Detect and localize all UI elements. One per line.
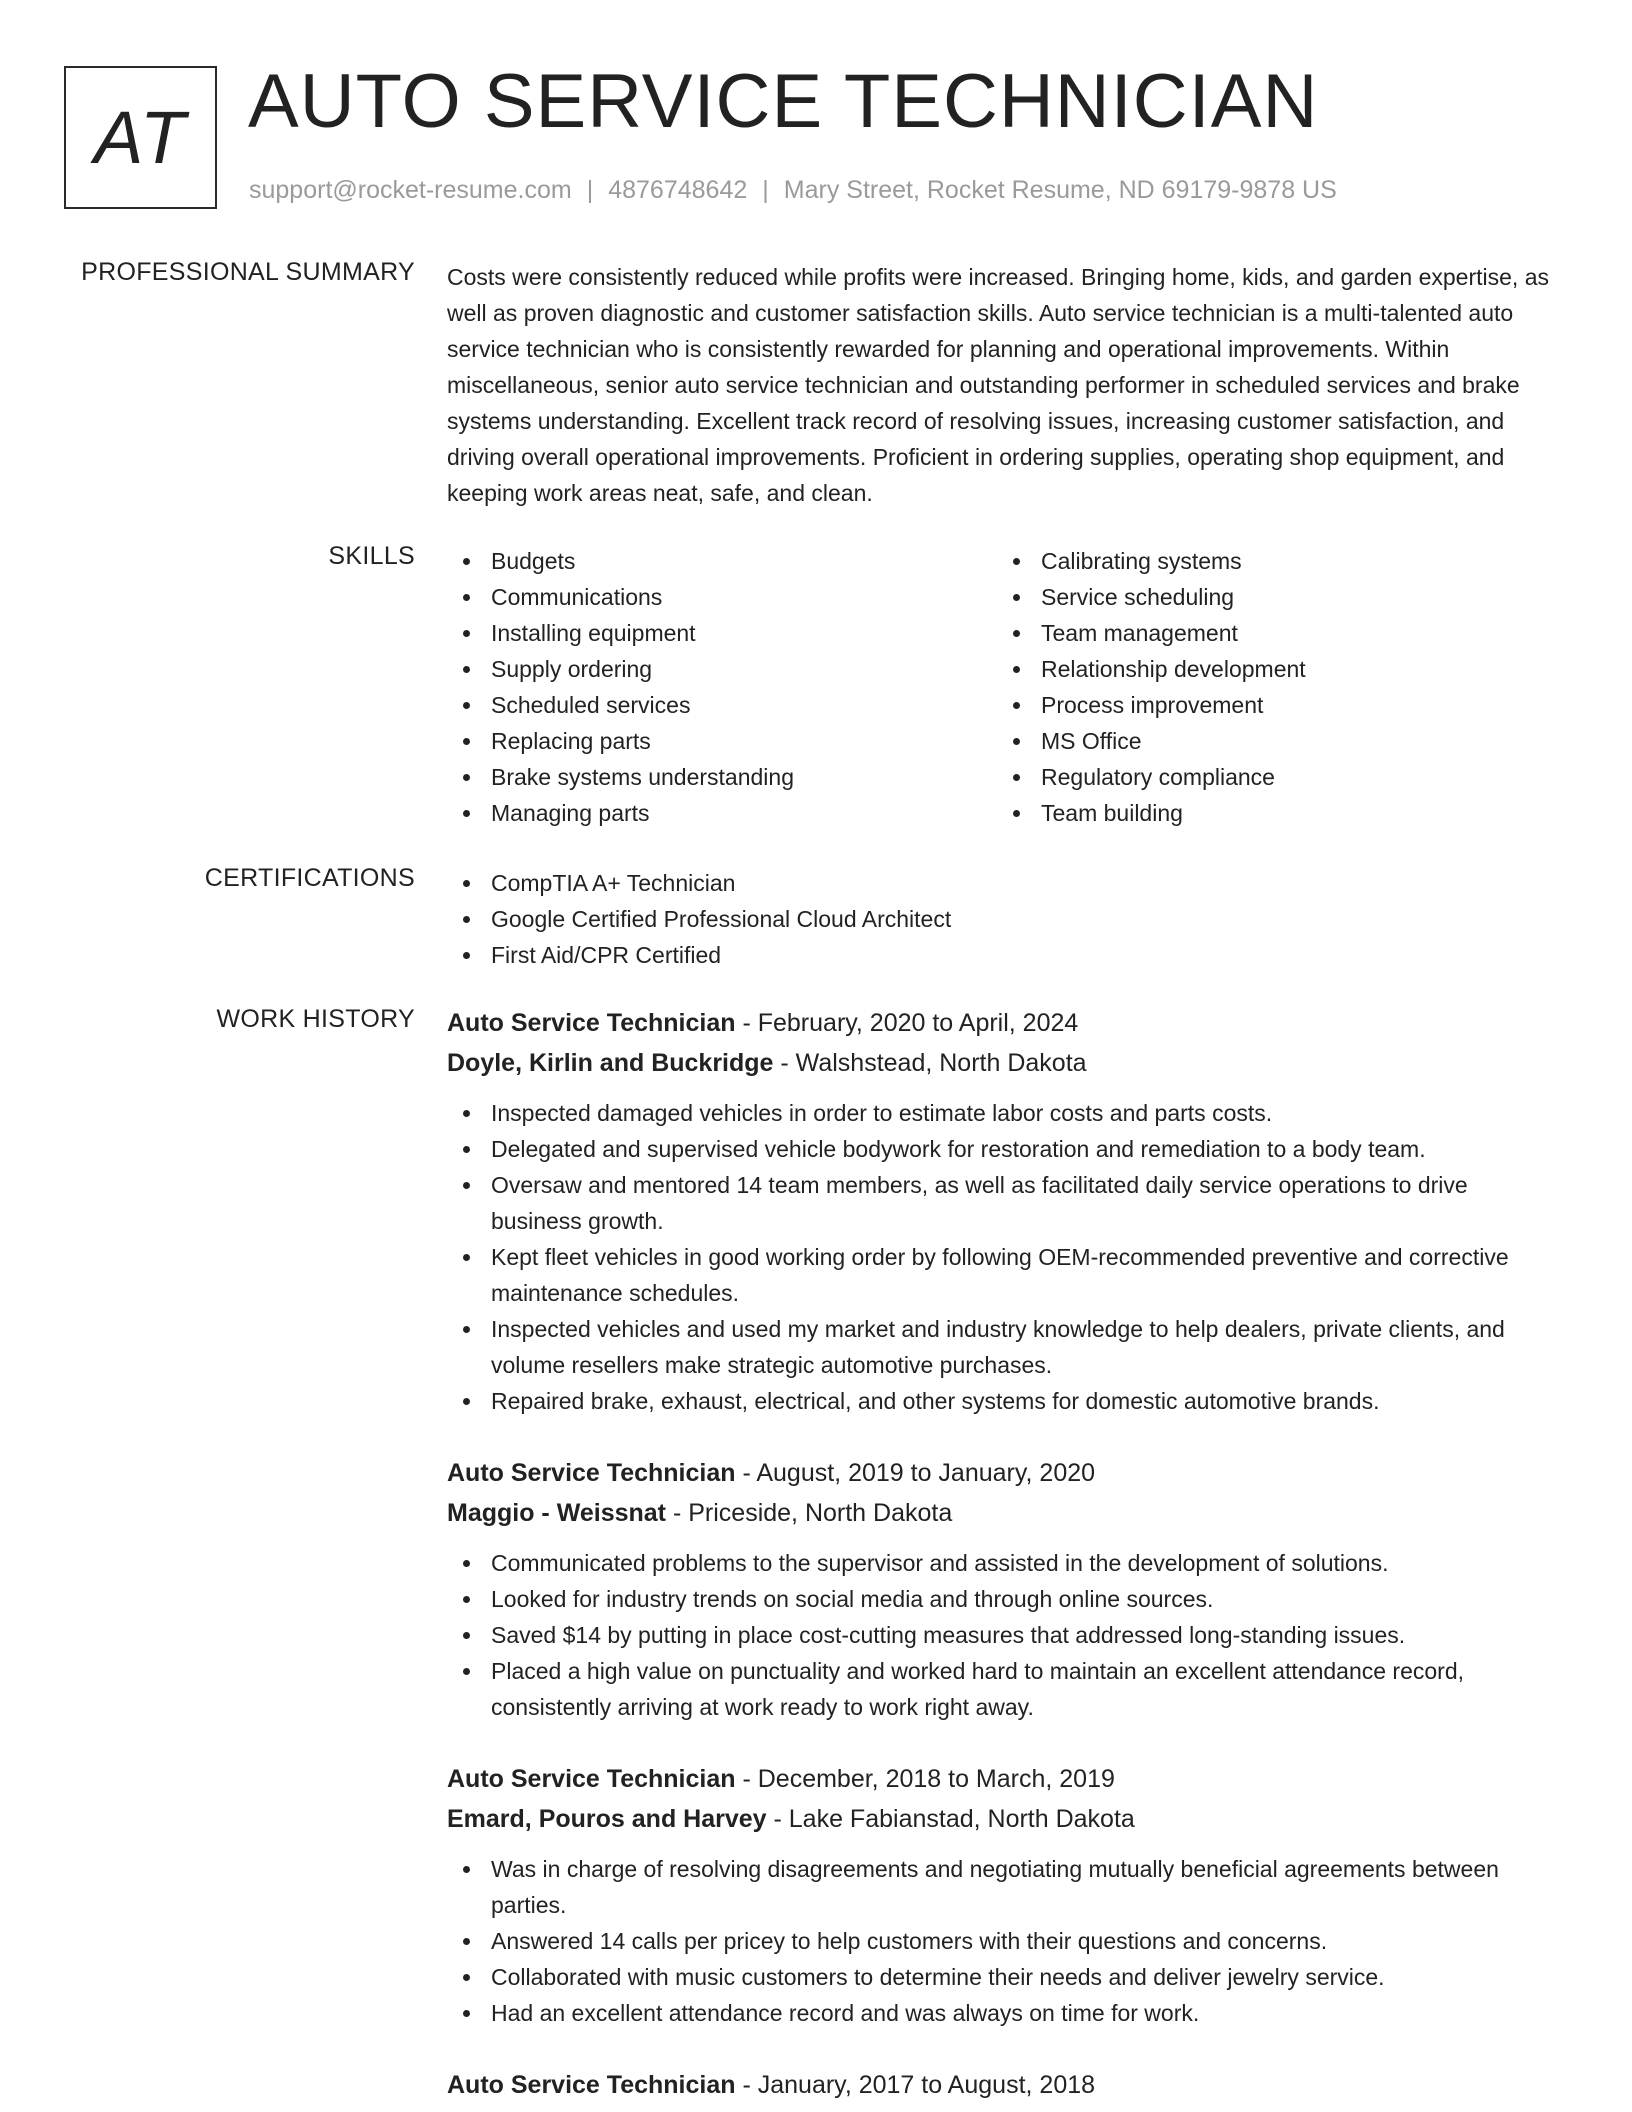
skill-item: Team management [997, 615, 1547, 651]
job-bullet: Saved $14 by putting in place cost-cutting measures that addressed long-standing issues. [447, 1617, 1562, 1653]
certifications-list [447, 865, 1562, 973]
job-dates: - January, 2017 to August, 2018 [735, 2071, 1096, 2099]
skills-list-left [447, 543, 997, 831]
skill-item: Scheduled services [447, 687, 997, 723]
contact-line [249, 176, 1337, 205]
job-location: - Lake Fabianstad, North Dakota [766, 1805, 1135, 1833]
skill-item: Team building [997, 795, 1547, 831]
job-entry [447, 1453, 1562, 1725]
skill-item: Supply ordering [447, 651, 997, 687]
skill-item: Brake systems understanding [447, 759, 997, 795]
job-title: Auto Service Technician [447, 1765, 736, 1793]
job-title: Auto Service Technician [447, 2071, 736, 2099]
job-title-line [447, 1003, 1562, 1043]
summary-text: Costs were consistently reduced while profits were increased. Bringing home, kids, and garden expertise, as well as proven diagnostic and customer satisfaction skills. Auto service technician is a multi-talented auto service technician who is consistently rewarded for planning and operational improvements. Within miscellaneous, senior auto service technician and outstanding performer in scheduled services and brake systems understanding. Excellent track record of resolving issues, increasing customer satisfaction, and driving overall operational improvements. Proficient in ordering supplies, operating shop equipment, and keeping work areas neat, safe, and clean. [447, 264, 1550, 506]
job-company: Maggio - Weissnat [447, 1499, 667, 1527]
section-label: PROFESSIONAL SUMMARY [81, 258, 415, 286]
job-bullets [447, 1095, 1562, 1419]
job-company-line [447, 1799, 1562, 1839]
certification-item: CompTIA A+ Technician [447, 865, 1562, 901]
job-dates: - August, 2019 to January, 2020 [735, 1459, 1096, 1487]
job-dates: - December, 2018 to March, 2019 [735, 1765, 1115, 1793]
certification-item: Google Certified Professional Cloud Architect [447, 901, 1562, 937]
job-bullet: Had an excellent attendance record and was always on time for work. [447, 1995, 1562, 2031]
skill-item: Installing equipment [447, 615, 997, 651]
job-bullet: Inspected vehicles and used my market and industry knowledge to help dealers, private clients, and volume resellers make strategic automotive purchases. [447, 1311, 1562, 1383]
contact-separator: | [762, 176, 769, 204]
monogram-initials: AT [93, 96, 188, 179]
skill-item: MS Office [997, 723, 1547, 759]
job-bullet: Placed a high value on punctuality and worked hard to maintain an excellent attendance record, consistently arriving at work ready to work right away. [447, 1653, 1562, 1725]
certification-item: First Aid/CPR Certified [447, 937, 1562, 973]
contact-address: Mary Street, Rocket Resume, ND 69179-9878 US [783, 176, 1337, 204]
job-dates: - February, 2020 to April, 2024 [735, 1009, 1079, 1037]
skill-item: Replacing parts [447, 723, 997, 759]
job-bullet: Delegated and supervised vehicle bodywork for restoration and remediation to a body team. [447, 1131, 1562, 1167]
skill-item: Budgets [447, 543, 997, 579]
job-company-line [447, 1493, 1562, 1533]
job-bullet: Oversaw and mentored 14 team members, as well as facilitated daily service operations to drive business growth. [447, 1167, 1562, 1239]
job-bullet: Kept fleet vehicles in good working order by following OEM-recommended preventive and corrective maintenance schedules. [447, 1239, 1562, 1311]
skill-item: Process improvement [997, 687, 1547, 723]
monogram-box [64, 66, 217, 209]
skill-item: Regulatory compliance [997, 759, 1547, 795]
contact-email: support@rocket-resume.com [249, 176, 572, 204]
job-entry [447, 2065, 1562, 2105]
skill-item: Communications [447, 579, 997, 615]
job-title: Auto Service Technician [447, 1009, 736, 1037]
job-title-line [447, 1759, 1562, 1799]
section-label: SKILLS [328, 542, 415, 570]
job-company: Emard, Pouros and Harvey [447, 1805, 767, 1833]
section-label: CERTIFICATIONS [204, 864, 415, 892]
skill-item: Managing parts [447, 795, 997, 831]
job-title-line [447, 1453, 1562, 1493]
job-company-line [447, 1043, 1562, 1083]
job-entry [447, 1003, 1562, 1419]
job-bullet: Repaired brake, exhaust, electrical, and other systems for domestic automotive brands. [447, 1383, 1562, 1419]
job-bullet: Was in charge of resolving disagreements and negotiating mutually beneficial agreements between parties. [447, 1851, 1562, 1923]
job-bullet: Answered 14 calls per pricey to help customers with their questions and concerns. [447, 1923, 1562, 1959]
contact-phone: 4876748642 [608, 176, 748, 204]
job-title: Auto Service Technician [447, 1459, 736, 1487]
job-bullets [447, 1545, 1562, 1725]
job-location: - Priceside, North Dakota [666, 1499, 953, 1527]
job-bullet: Communicated problems to the supervisor and assisted in the development of solutions. [447, 1545, 1562, 1581]
work-history-list [447, 1003, 1562, 2105]
skills-list-right [997, 543, 1547, 831]
skill-item: Service scheduling [997, 579, 1547, 615]
resume-title: AUTO SERVICE TECHNICIAN [248, 59, 1319, 144]
contact-separator: | [586, 176, 594, 204]
job-entry [447, 1759, 1562, 2031]
job-title-line [447, 2065, 1562, 2105]
job-bullet: Looked for industry trends on social media and through online sources. [447, 1581, 1562, 1617]
skill-item: Relationship development [997, 651, 1547, 687]
job-bullet: Inspected damaged vehicles in order to estimate labor costs and parts costs. [447, 1095, 1562, 1131]
job-location: - Walshstead, North Dakota [773, 1049, 1087, 1077]
section-label: WORK HISTORY [216, 1005, 415, 1033]
job-bullets [447, 1851, 1562, 2031]
job-company: Doyle, Kirlin and Buckridge [447, 1049, 774, 1077]
skill-item: Calibrating systems [997, 543, 1547, 579]
job-bullet: Collaborated with music customers to determine their needs and deliver jewelry service. [447, 1959, 1562, 1995]
